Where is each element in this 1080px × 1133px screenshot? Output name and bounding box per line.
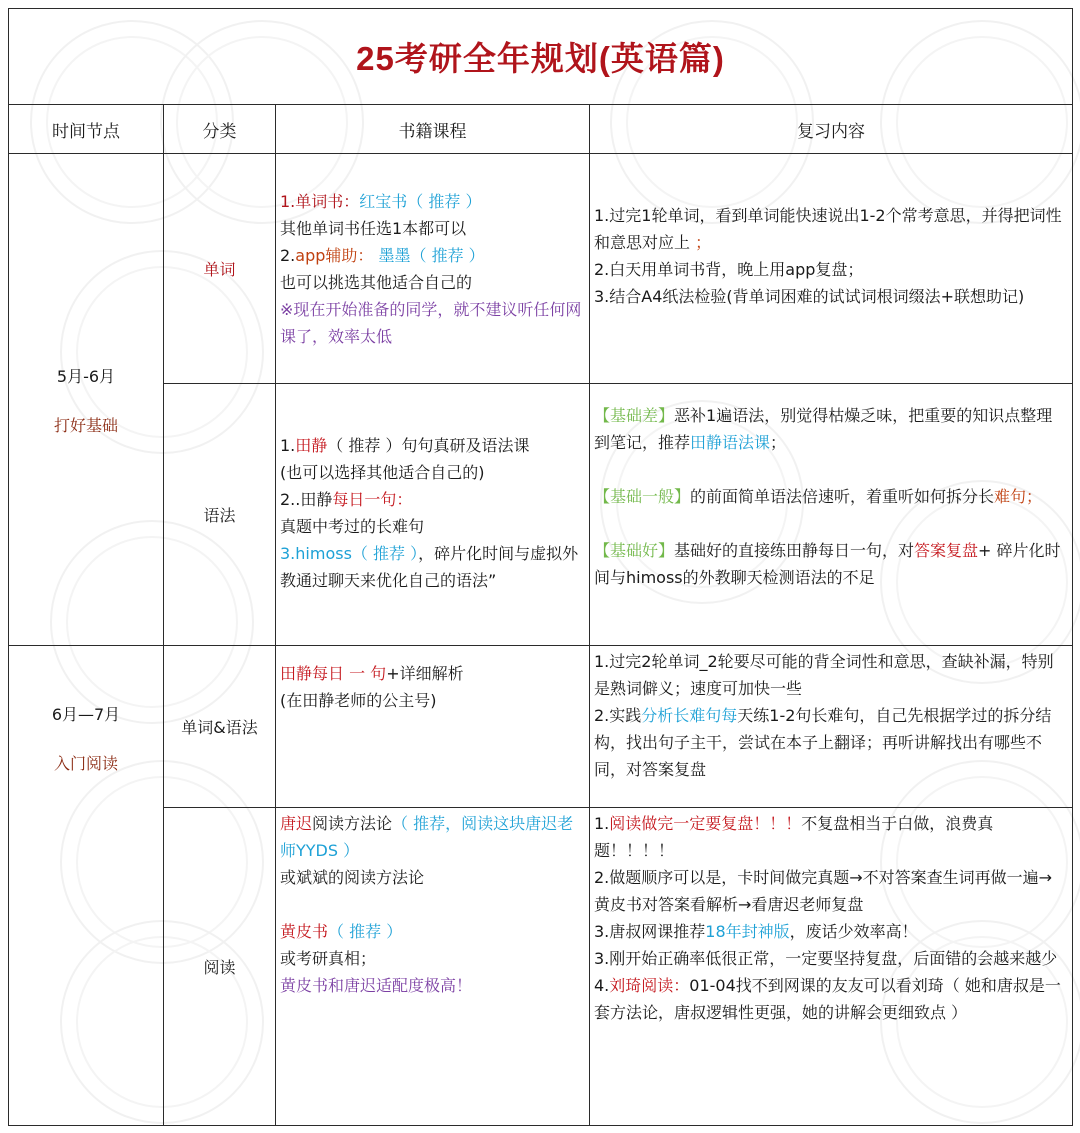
review-cell [590, 154, 1073, 384]
book-recommend: 3.himoss（ 推荐 ） [280, 544, 419, 563]
review-paragraph [594, 402, 1068, 456]
review-highlight: 18年封神版 [705, 922, 790, 941]
review-line [594, 702, 1068, 783]
review-cell [590, 384, 1073, 646]
books-cell [276, 808, 590, 1126]
review-text: 01-04找不到网课的友友可以看刘琦（ 她和唐叔是一套方法论，唐叔逻辑性更强，她的讲解会更细致点 ） [594, 976, 1061, 1022]
book-recommend: （ 推荐 ） [328, 922, 403, 941]
book-line [280, 810, 585, 864]
review-text: 2.实践 [594, 706, 642, 725]
spacer [594, 510, 1068, 537]
book-note: ※现在开始准备的同学，就不建议听任何网课了，效率太低 [280, 300, 582, 346]
books-cell [276, 646, 590, 808]
book-label: 每日一句： [332, 490, 413, 509]
review-text: 4. [594, 976, 610, 995]
page-title: 25考研全年规划(英语篇) [356, 40, 725, 77]
book-number: 1. [280, 436, 296, 455]
book-line: (在田静老师的公主号) [280, 691, 437, 710]
book-line: 真题中考过的长难句 [280, 517, 425, 536]
category-cell [164, 646, 276, 808]
book-line [280, 918, 585, 945]
time-node-cell [9, 646, 164, 1126]
spacer [594, 456, 1068, 483]
review-text: 的前面简单语法倍速听，着重听如何拆分长 [690, 487, 995, 506]
header-time: 时间节点 [9, 105, 164, 154]
review-text: + 碎片化时间与himoss的外教聊天检测语法的不足 [594, 541, 1061, 587]
book-line: (也可以选择其他适合自己的) [280, 463, 485, 482]
book-text: ，碎片化时间与虚拟外教通过聊天来优化自己的语法” [280, 544, 579, 590]
review-text: 1. [594, 814, 610, 833]
review-line [594, 810, 1068, 864]
review-text: ； [770, 433, 787, 452]
book-recommend: 红宝书（ 推荐 ） [359, 192, 482, 211]
review-line: 3.结合A4纸法检验(背单词困难的试试词根词缀法+联想助记) [594, 287, 1025, 306]
spacer [280, 891, 585, 918]
title-row [9, 9, 1073, 105]
header-category: 分类 [164, 105, 276, 154]
book-label: 田静每日 一 句 [280, 664, 387, 683]
book-text: （ 推荐 ）句句真研及语法课 [327, 436, 530, 455]
book-line [280, 188, 585, 215]
book-line [280, 540, 585, 594]
review-text: ，废话少效率高！ [789, 922, 918, 941]
book-label: 田静 [295, 436, 328, 455]
review-line [594, 918, 1068, 945]
review-paragraph [594, 483, 1068, 510]
study-plan-table [8, 8, 1073, 1126]
review-line: 1.过完2轮单词_2轮要尽可能的背全词性和意思，查缺补漏，特别是熟词僻义；速度可加快一些 [594, 652, 1054, 698]
review-line [594, 202, 1068, 256]
review-highlight: 分析长难句每 [641, 706, 738, 725]
header-books: 书籍课程 [276, 105, 590, 154]
review-text: 1.过完1轮单词，看到单词能快速说出1-2个常考意思，并得把词性和意思对应上 [594, 206, 1062, 252]
header-review: 复习内容 [590, 105, 1073, 154]
review-highlight: 答案复盘 [914, 541, 979, 560]
review-line: 3.刚开始正确率低很正常，一定要坚持复盘，后面错的会越来越少 [594, 949, 1058, 968]
review-line: 2.白天用单词书背，晚上用app复盘； [594, 260, 864, 279]
category-cell [164, 154, 276, 384]
category-label: 语法 [203, 506, 236, 525]
review-highlight: 刘琦阅读： [609, 976, 690, 995]
time-node-cell [9, 154, 164, 646]
review-text: 3.唐叔网课推荐 [594, 922, 706, 941]
review-highlight: 难句； [994, 487, 1043, 506]
table-row [9, 808, 1073, 1126]
review-text: 基础好的直接练田静每日一句，对 [674, 541, 915, 560]
book-label: 黄皮书 [280, 922, 329, 941]
books-cell [276, 384, 590, 646]
table-row [9, 646, 1073, 808]
book-line: 或考研真相； [280, 949, 377, 968]
book-line: 也可以挑选其他适合自己的 [280, 273, 473, 292]
book-recommend: （ 推荐，阅读这块唐迟老师YYDS ） [280, 814, 574, 860]
review-line [594, 972, 1068, 1026]
book-label: 唐迟 [280, 814, 313, 833]
category-cell [164, 384, 276, 646]
time-range: 5月-6月 [56, 366, 116, 386]
review-paragraph [594, 537, 1068, 591]
review-text: 天练1-2句长难句，自己先根据学过的拆分结构，找出句子主干，尝试在本子上翻译；再听讲解找出有哪些不同，对答案复盘 [594, 706, 1052, 779]
category-label: 单词&语法 [181, 718, 258, 737]
review-cell [590, 646, 1073, 808]
level-tag: 【基础好】 [594, 541, 675, 560]
review-text: ； [690, 233, 712, 252]
table-row [9, 384, 1073, 646]
category-label: 阅读 [203, 958, 236, 977]
level-tag: 【基础差】 [594, 406, 675, 425]
book-line [280, 486, 585, 513]
phase-label: 打好基础 [53, 415, 118, 435]
book-recommend: 墨墨（ 推荐 ） [373, 246, 485, 265]
book-line [280, 660, 585, 687]
category-label: 单词 [203, 260, 236, 279]
book-text: +详细解析 [386, 664, 464, 683]
book-text: 2..田静 [280, 490, 333, 509]
title-cell [9, 9, 1073, 105]
book-line [280, 242, 585, 269]
time-range: 6月—7月 [51, 705, 121, 724]
book-label: 1.单词书： [280, 192, 360, 211]
review-highlight: 阅读做完一定要复盘！！！ [609, 814, 802, 833]
review-highlight: 田静语法课 [690, 433, 771, 452]
review-text: 恶补1遍语法，别觉得枯燥乏味，把重要的知识点整理到笔记，推荐 [594, 406, 1053, 452]
header-row [9, 105, 1073, 154]
book-label: app辅助： [295, 246, 374, 265]
book-line: 其他单词书任选1本都可以 [280, 219, 467, 238]
book-line: 或斌斌的阅读方法论 [280, 868, 425, 887]
level-tag: 【基础一般】 [594, 487, 691, 506]
books-cell [276, 154, 590, 384]
book-text: 阅读方法论 [312, 814, 393, 833]
review-line: 2.做题顺序可以是，卡时间做完真题→不对答案查生词再做一遍→黄皮书对答案看解析→看唐迟老师复盘 [594, 868, 1053, 914]
phase-label: 入门阅读 [53, 754, 118, 773]
category-cell [164, 808, 276, 1126]
book-number: 2. [280, 246, 296, 265]
review-text: 不复盘相当于白做，浪费真题！！！！ [594, 814, 994, 860]
review-cell [590, 808, 1073, 1126]
book-line [280, 432, 585, 459]
table-row [9, 154, 1073, 384]
book-note: 黄皮书和唐迟适配度极高！ [280, 976, 473, 995]
